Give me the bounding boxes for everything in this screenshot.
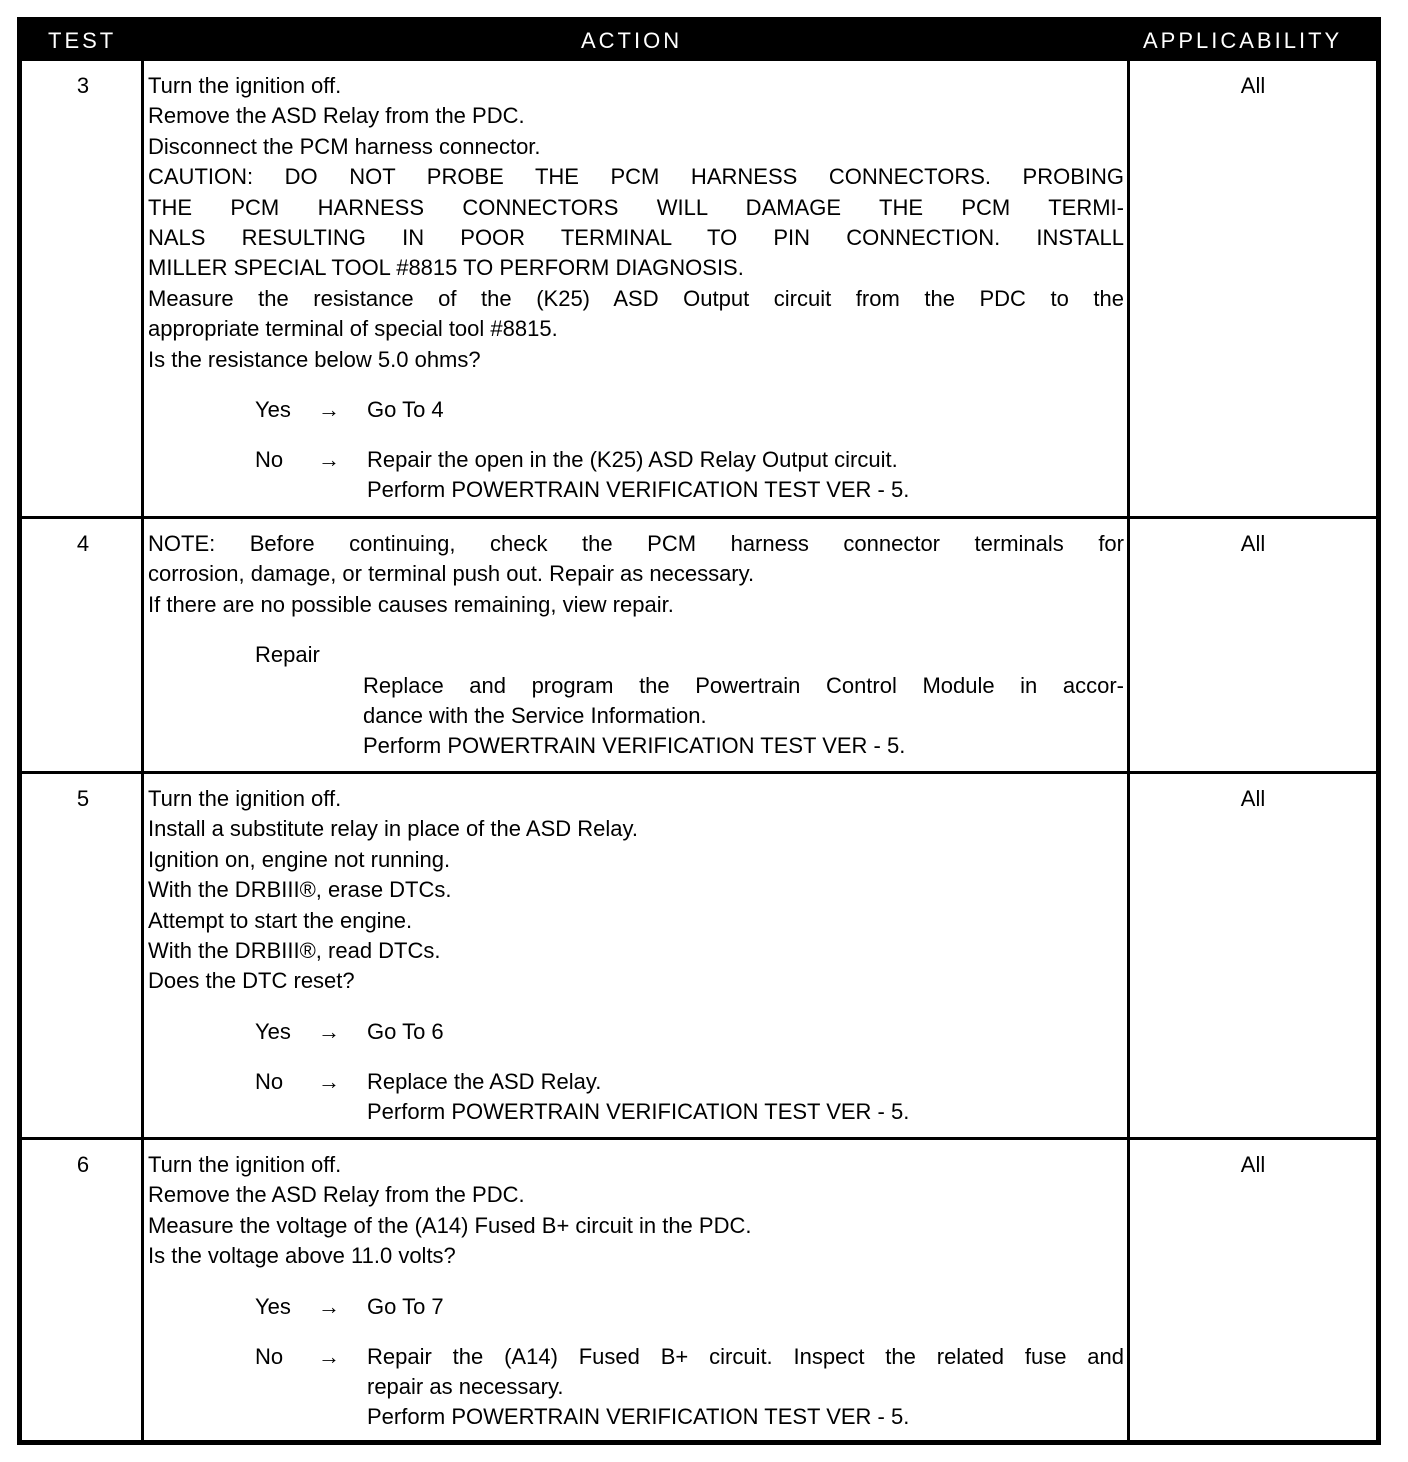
- test-number: 4: [76, 531, 90, 556]
- caution-line: CAUTION: DO NOT PROBE THE PCM HARNESS CONNECTORS. PROBING: [148, 164, 1124, 190]
- header-test: TEST: [48, 28, 117, 53]
- yes-result: [148, 1017, 1124, 1047]
- yes-goto: Go To 6: [367, 1018, 444, 1044]
- no-result: [148, 1067, 1124, 1128]
- no-label: No: [255, 1068, 284, 1094]
- caution-line: THE PCM HARNESS CONNECTORS WILL DAMAGE THE PCM TERMI-: [148, 194, 1124, 220]
- test-number: 5: [76, 786, 90, 811]
- action-cell: [148, 784, 1124, 1128]
- table-row-test-6: [22, 1140, 1376, 1440]
- action-line: Install a substitute relay in place of the ASD Relay.: [148, 816, 638, 842]
- question-line: Is the resistance below 5.0 ohms?: [148, 346, 481, 372]
- right-arrow-icon: →: [318, 1068, 340, 1094]
- question-line: Is the voltage above 11.0 volts?: [148, 1243, 456, 1269]
- right-arrow-icon: →: [318, 447, 340, 473]
- no-action-line: repair as necessary.: [367, 1374, 564, 1400]
- no-label: No: [255, 447, 284, 473]
- repair-line: dance with the Service Information.: [363, 703, 707, 729]
- action-line: Measure the voltage of the (A14) Fused B+ circuit in the PDC.: [148, 1212, 752, 1238]
- action-line: Turn the ignition off.: [148, 786, 342, 811]
- right-arrow-icon: →: [318, 1293, 340, 1319]
- action-line: Measure the resistance of the (K25) ASD Output circuit from the PDC to the: [148, 285, 1124, 311]
- yes-label: Yes: [255, 1018, 291, 1044]
- action-line: Disconnect the PCM harness connector.: [148, 133, 541, 159]
- no-action-line: Perform POWERTRAIN VERIFICATION TEST VER - 5.: [367, 1404, 910, 1430]
- action-line: Remove the ASD Relay from the PDC.: [148, 103, 525, 129]
- table-row-test-5: [22, 774, 1376, 1137]
- yes-result: [148, 1292, 1124, 1322]
- table-row-test-3: [22, 61, 1376, 516]
- test-number: 6: [76, 1152, 90, 1177]
- right-arrow-icon: →: [318, 1018, 340, 1044]
- applicability-value: All: [1240, 786, 1266, 811]
- repair-instructions: [148, 671, 1124, 762]
- right-arrow-icon: →: [318, 397, 340, 423]
- action-line: Turn the ignition off.: [148, 73, 342, 98]
- no-action-line: Repair the (A14) Fused B+ circuit. Inspect the related fuse and: [367, 1343, 1124, 1369]
- note-line: corrosion, damage, or terminal push out. Repair as necessary.: [148, 561, 755, 587]
- action-line: Remove the ASD Relay from the PDC.: [148, 1182, 525, 1208]
- header-applicability: APPLICABILITY: [1143, 28, 1343, 53]
- table-header: [22, 22, 1376, 61]
- action-line: Ignition on, engine not running.: [148, 846, 451, 872]
- yes-result: [148, 395, 1124, 425]
- right-arrow-icon: →: [318, 1343, 340, 1369]
- caution-line: MILLER SPECIAL TOOL #8815 TO PERFORM DIAGNOSIS.: [148, 255, 744, 281]
- action-line: With the DRBIII®, read DTCs.: [148, 938, 441, 964]
- action-cell: [148, 529, 1124, 762]
- repair-line: Perform POWERTRAIN VERIFICATION TEST VER - 5.: [363, 733, 906, 759]
- test-number: 3: [76, 73, 90, 98]
- diagnostic-table: [17, 17, 1381, 1445]
- no-action-line: Perform POWERTRAIN VERIFICATION TEST VER - 5.: [367, 1099, 910, 1125]
- repair-label: Repair: [255, 642, 320, 668]
- no-result: [148, 1342, 1124, 1433]
- yes-label: Yes: [255, 397, 291, 423]
- action-cell: [148, 1150, 1124, 1433]
- applicability-value: All: [1240, 531, 1266, 556]
- applicability-value: All: [1240, 73, 1266, 98]
- header-action: ACTION: [581, 28, 683, 53]
- action-line: With the DRBIII®, erase DTCs.: [148, 877, 452, 903]
- caution-line: NALS RESULTING IN POOR TERMINAL TO PIN CONNECTION. INSTALL: [148, 225, 1124, 251]
- no-label: No: [255, 1343, 284, 1369]
- repair-line: Replace and program the Powertrain Control Module in accor-: [363, 672, 1124, 698]
- no-action-line: Perform POWERTRAIN VERIFICATION TEST VER - 5.: [367, 477, 910, 503]
- no-action-line: Replace the ASD Relay.: [367, 1068, 602, 1094]
- note-line: NOTE: Before continuing, check the PCM harness connector terminals for: [148, 531, 1124, 556]
- yes-label: Yes: [255, 1293, 291, 1319]
- question-line: Does the DTC reset?: [148, 968, 355, 994]
- action-line: Turn the ignition off.: [148, 1152, 342, 1177]
- table-row-test-4: [22, 519, 1376, 771]
- action-line: appropriate terminal of special tool #8815.: [148, 316, 558, 342]
- no-action-line: Repair the open in the (K25) ASD Relay Output circuit.: [367, 447, 898, 473]
- applicability-value: All: [1240, 1152, 1266, 1177]
- yes-goto: Go To 7: [367, 1293, 444, 1319]
- no-result: [148, 445, 1124, 506]
- action-line: Attempt to start the engine.: [148, 907, 413, 933]
- action-line: If there are no possible causes remaining, view repair.: [148, 591, 674, 617]
- yes-goto: Go To 4: [367, 397, 444, 423]
- action-cell: [148, 71, 1124, 506]
